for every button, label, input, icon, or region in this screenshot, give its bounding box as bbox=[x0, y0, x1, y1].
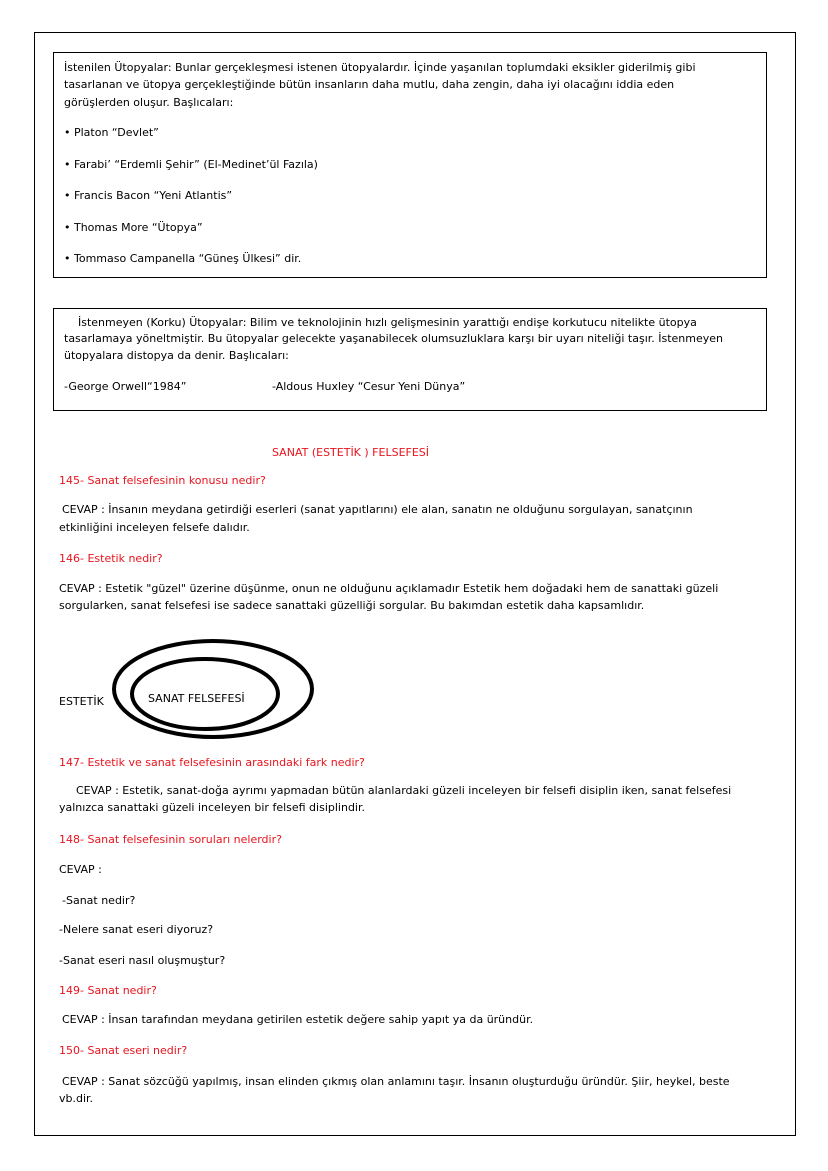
desired-utopias-text-line: görüşlerden oluşur. Başlıcaları: bbox=[64, 96, 234, 109]
answer-148-line: CEVAP : bbox=[59, 863, 102, 876]
desired-utopias-text-line: tasarlanan ve ütopya gerçekleştiğinde bütün insanların daha mutlu, daha zengin, daha iyi olacağını iddia eden bbox=[64, 78, 675, 91]
desired-utopias-text-line: İstenilen Ütopyalar: Bunlar gerçekleşmesi istenen ütopyalardır. İçinde yaşanılan toplumdaki eksikler giderilmiş gibi bbox=[64, 61, 696, 74]
answer-149-line: CEVAP : İnsan tarafından meydana getirilen estetik değere sahip yapıt ya da üründür. bbox=[62, 1013, 534, 1026]
dystopias-text-line: tasarlamaya yöneltmiştir. Bu ütopyalar gelecekte yaşanabilecek olumsuzluklara karşı bir uyarı niteliği taşır. İstenmeyen bbox=[64, 332, 724, 345]
question-147: 147- Estetik ve sanat felsefesinin arasındaki fark nedir? bbox=[59, 756, 365, 769]
answer-147-line: CEVAP : Estetik, sanat-doğa ayrımı yapmadan bütün alanlardaki güzeli inceleyen bir felsefi disiplin iken, sanat felsefesi bbox=[76, 784, 732, 797]
diagram-inner-label: SANAT FELSEFESİ bbox=[148, 692, 245, 705]
answer-148-line: -Nelere sanat eseri diyoruz? bbox=[59, 923, 214, 936]
dystopias-text-line: İstenmeyen (Korku) Ütopyalar: Bilim ve teknolojinin hızlı gelişmesinin yarattığı endişe korkutucu nitelikte ütopya bbox=[78, 316, 697, 329]
answer-147-line: yalnızca sanattaki güzeli inceleyen bir felsefi disiplindir. bbox=[59, 801, 366, 814]
answer-146-line: sorgularken, sanat felsefesi ise sadece sanattaki güzelliği sorgular. Bu bakımdan estetik daha kapsamlıdır. bbox=[59, 599, 645, 612]
utopia-list-item: • Francis Bacon “Yeni Atlantis” bbox=[64, 189, 233, 202]
estetik-venn-diagram bbox=[110, 637, 325, 741]
question-146: 146- Estetik nedir? bbox=[59, 552, 163, 565]
answer-150-line: vb.dir. bbox=[59, 1092, 94, 1105]
question-150: 150- Sanat eseri nedir? bbox=[59, 1044, 188, 1057]
utopia-list-item: • Platon “Devlet” bbox=[64, 126, 159, 139]
answer-148-line: -Sanat nedir? bbox=[62, 894, 136, 907]
utopia-list-item: • Thomas More “Ütopya” bbox=[64, 221, 203, 234]
diagram-outer-label: ESTETİK bbox=[59, 695, 104, 708]
estetik-outer-ellipse bbox=[114, 641, 312, 737]
question-145: 145- Sanat felsefesinin konusu nedir? bbox=[59, 474, 266, 487]
dystopia-example: -Aldous Huxley “Cesur Yeni Dünya” bbox=[272, 380, 466, 393]
question-148: 148- Sanat felsefesinin soruları nelerdir? bbox=[59, 833, 282, 846]
answer-145-line: CEVAP : İnsanın meydana getirdiği eserleri (sanat yapıtlarını) ele alan, sanatın ne olduğunu sorgulayan, sanatçının bbox=[62, 503, 693, 516]
section-title: SANAT (ESTETİK ) FELSEFESİ bbox=[272, 446, 430, 459]
question-149: 149- Sanat nedir? bbox=[59, 984, 157, 997]
answer-146-line: CEVAP : Estetik "güzel" üzerine düşünme, onun ne olduğunu açıklamadır Estetik hem doğadaki hem de sanattaki güzeli bbox=[59, 582, 719, 595]
answer-148-line: -Sanat eseri nasıl oluşmuştur? bbox=[59, 954, 226, 967]
utopia-list-item: • Farabi’ “Erdemli Şehir” (El-Medinet’ül Fazıla) bbox=[64, 158, 318, 171]
answer-150-line: CEVAP : Sanat sözcüğü yapılmış, insan elinden çıkmış olan anlamını taşır. İnsanın oluşturduğu üründür. Şiir, heykel, beste bbox=[62, 1075, 730, 1088]
answer-145-line: etkinliğini inceleyen felsefe dalıdır. bbox=[59, 521, 250, 534]
dystopia-example: -George Orwell“1984” bbox=[64, 380, 187, 393]
dystopias-text-line: ütopyalara distopya da denir. Başlıcaları: bbox=[64, 349, 289, 362]
utopia-list-item: • Tommaso Campanella “Güneş Ülkesi” dir. bbox=[64, 252, 302, 265]
